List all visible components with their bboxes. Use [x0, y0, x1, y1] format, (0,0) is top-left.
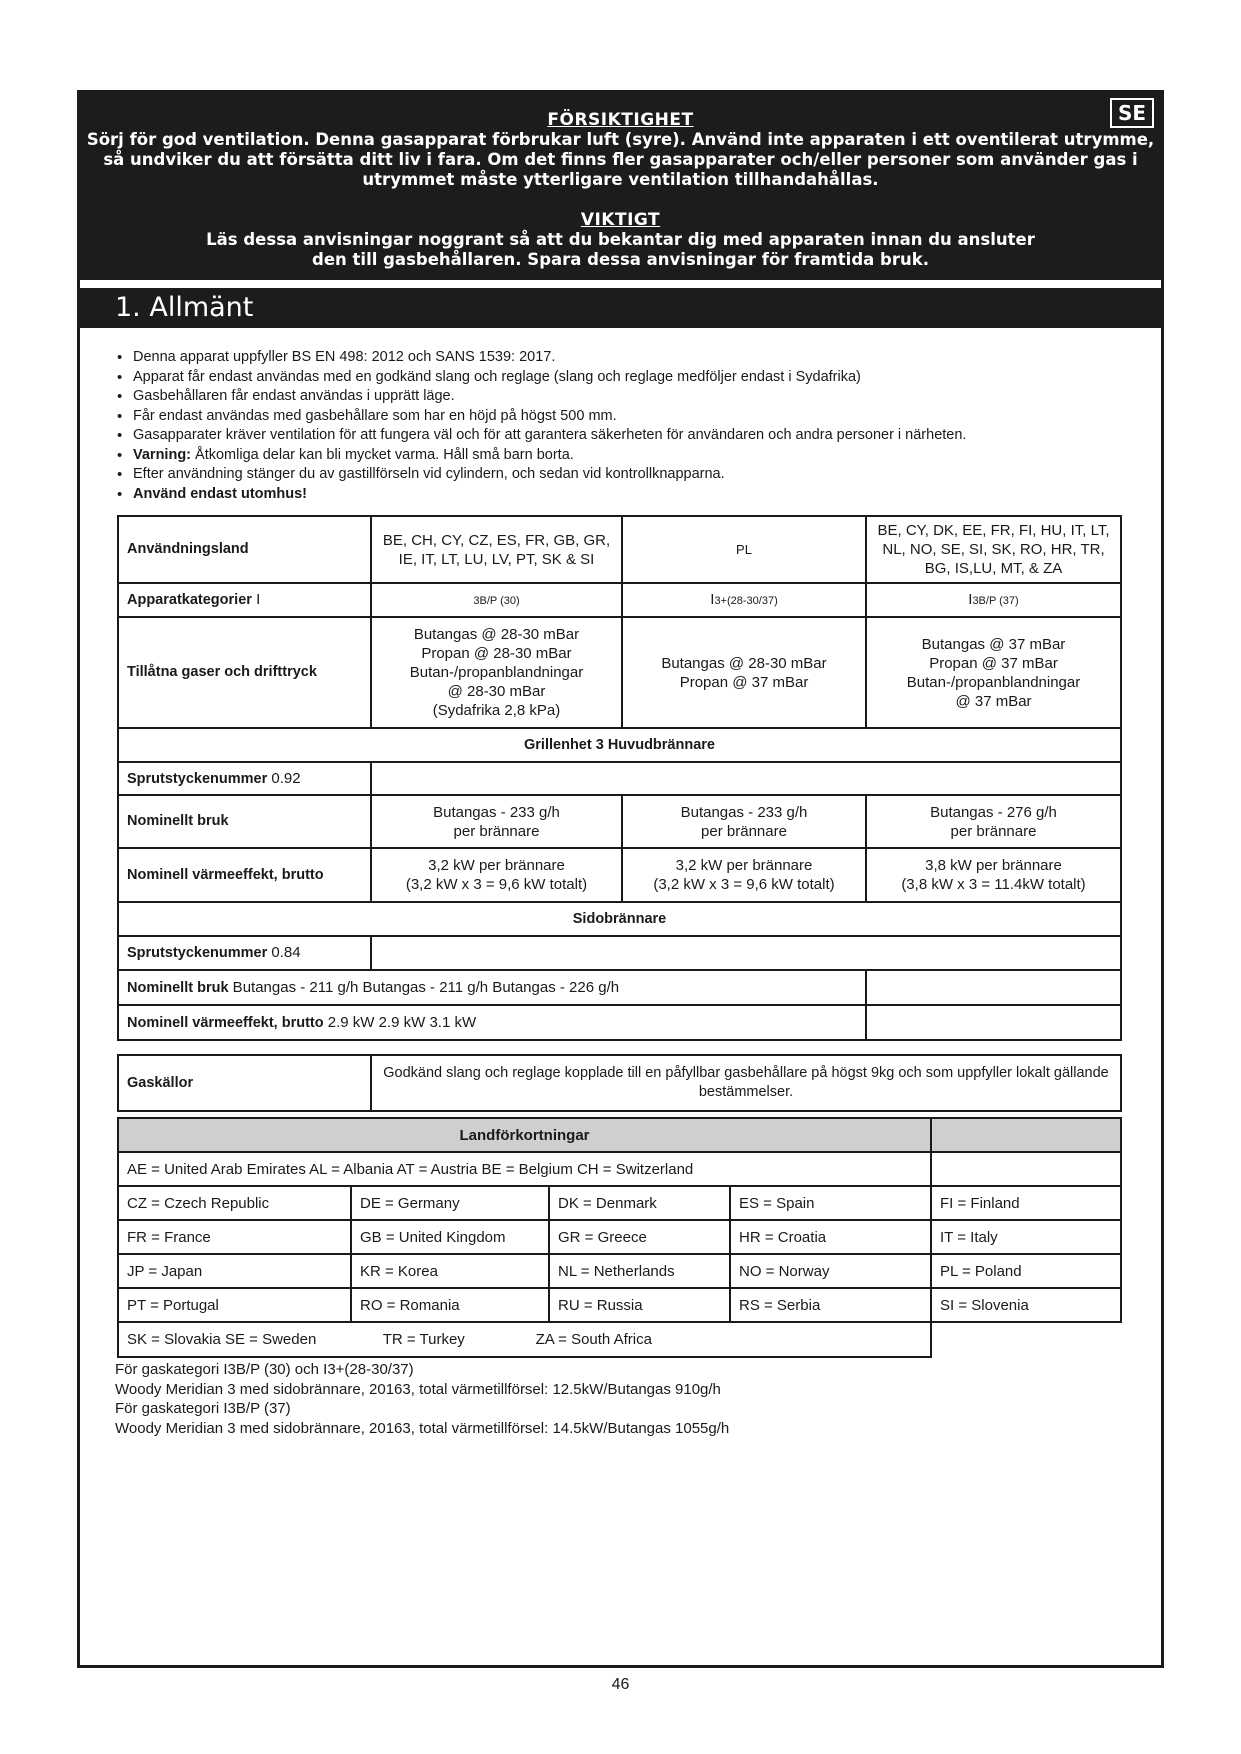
gas-cell: Butangas @ 28-30 mBar Propan @ 37 mBar	[622, 617, 866, 728]
side-burner-header: Sidobrännare	[118, 902, 1121, 936]
warning-box	[77, 90, 1164, 280]
table-row	[118, 617, 1121, 728]
country-code-cell: GR = Greece	[549, 1220, 730, 1254]
country-cell: BE, CH, CY, CZ, ES, FR, GB, GR, IE, IT, LT, LU, LV, PT, SK & SI	[371, 516, 622, 583]
empty-cell	[931, 1152, 1121, 1186]
table-row	[118, 795, 1121, 848]
empty-cell	[866, 970, 1121, 1005]
table-row	[118, 762, 1121, 795]
category-sub: 3B/P (30)	[473, 594, 520, 607]
country-code-cell: PL = Poland	[931, 1254, 1121, 1288]
country-code-cell: PT = Portugal	[118, 1288, 351, 1322]
caution-title: FÖRSIKTIGHET	[547, 110, 694, 130]
country-code-cell: ES = Spain	[730, 1186, 931, 1220]
category-cell	[371, 583, 622, 617]
table-row	[118, 848, 1121, 902]
main-burner-header: Grillenhet 3 Huvudbrännare	[118, 728, 1121, 762]
main-usage-cell: Butangas - 233 g/h per brännare	[371, 795, 622, 848]
country-code-cell: FR = France	[118, 1220, 351, 1254]
country-code-cell: HR = Croatia	[730, 1220, 931, 1254]
gas-cell: Butangas @ 28-30 mBar Propan @ 28-30 mBar Butan-/propanblandningar @ 28-30 mBar (Sydafrika 2,8 kPa)	[371, 617, 622, 728]
category-label-cell	[118, 583, 371, 617]
country-code-cell: IT = Italy	[931, 1220, 1121, 1254]
category-cell: I3+(28-30/37)	[622, 583, 866, 617]
bullet-item: • Gasbehållaren får endast användas i upprätt läge.	[115, 387, 1155, 407]
country-code-header: Landförkortningar	[118, 1118, 931, 1152]
table-row	[118, 1118, 1121, 1152]
country-code-cell: NL = Netherlands	[549, 1254, 730, 1288]
outdoor-text: Använd endast utomhus!	[133, 485, 308, 502]
note-line: För gaskategori I3B/P (37)	[115, 1400, 291, 1417]
country-code-cell: RU = Russia	[549, 1288, 730, 1322]
section-title: 1. Allmänt	[77, 288, 1164, 328]
empty-cell	[931, 1322, 1121, 1357]
main-usage-label: Nominellt bruk	[118, 795, 371, 848]
main-usage-cell: Butangas - 276 g/h per brännare	[866, 795, 1121, 848]
table-row	[118, 902, 1121, 936]
country-code-cell: KR = Korea	[351, 1254, 549, 1288]
main-injector-cell: Sprutstyckenummer 0.92	[118, 762, 371, 795]
bullet-item: • Efter användning stänger du av gastillförseln vid cylindern, och sedan vid kontrollknapparna.	[115, 465, 1155, 485]
table-row	[118, 516, 1121, 583]
table-row	[118, 583, 1121, 617]
gas-category-notes	[115, 1360, 729, 1438]
gas-source-label: Gaskällor	[118, 1055, 371, 1111]
bullet-item: • Apparat får endast användas med en godkänd slang och reglage (slang och reglage medföljer endast i Sydafrika)	[115, 368, 1155, 388]
country-code-cell: GB = United Kingdom	[351, 1220, 549, 1254]
country-code-cell: SK = Slovakia SE = Sweden TR = Turkey ZA = South Africa	[118, 1322, 931, 1357]
gas-source-text: Godkänd slang och reglage kopplade till en påfyllbar gasbehållare på högst 9kg och som uppfyller lokalt gällande bestämmelser.	[371, 1055, 1121, 1111]
note-line: Woody Meridian 3 med sidobrännare, 20163, total värmetillförsel: 14.5kW/Butangas 1055g/h	[115, 1419, 730, 1437]
bullet-item-warning	[115, 446, 1155, 466]
country-code-cell: FI = Finland	[931, 1186, 1121, 1220]
gas-source-table	[117, 1054, 1122, 1112]
bullet-item: • Denna apparat uppfyller BS EN 498: 2012 och SANS 1539: 2017.	[115, 348, 1155, 368]
country-code-cell: CZ = Czech Republic	[118, 1186, 351, 1220]
important-line: den till gasbehållaren. Spara dessa anvisningar för framtida bruk.	[312, 250, 929, 269]
gas-cell: Butangas @ 37 mBar Propan @ 37 mBar Butan-/propanblandningar @ 37 mBar	[866, 617, 1121, 728]
country-code-cell: DK = Denmark	[549, 1186, 730, 1220]
side-injector-cell: Sprutstyckenummer 0.84	[118, 936, 371, 970]
country-code-table	[117, 1117, 1122, 1358]
country-cell: PL	[622, 516, 866, 583]
header-empty-cell	[931, 1118, 1121, 1152]
table-row	[118, 1220, 1121, 1254]
main-heat-cell: 3,2 kW per brännare (3,2 kW x 3 = 9,6 kW totalt)	[371, 848, 622, 902]
note-line: Woody Meridian 3 med sidobrännare, 20163, total värmetillförsel: 12.5kW/Butangas 910g/h	[115, 1380, 721, 1398]
table-row	[118, 936, 1121, 970]
table-row	[118, 1152, 1121, 1186]
country-code-cell: DE = Germany	[351, 1186, 549, 1220]
spec-table	[117, 515, 1122, 1041]
language-badge: SE	[1110, 98, 1154, 128]
table-row	[118, 728, 1121, 762]
caution-line: utrymmet måste ytterligare ventilation tillhandahållas.	[362, 170, 879, 189]
main-heat-cell: 3,8 kW per brännare (3,8 kW x 3 = 11.4kW totalt)	[866, 848, 1121, 902]
warning-label: Varning:	[133, 446, 192, 463]
main-usage-cell: Butangas - 233 g/h per brännare	[622, 795, 866, 848]
caution-line: så undviker du att försätta ditt liv i fara. Om det finns fler gasapparater och/eller personer som använder gas i	[103, 150, 1138, 169]
country-code-cell: RO = Romania	[351, 1288, 549, 1322]
important-line: Läs dessa anvisningar noggrant så att du bekantar dig med apparaten innan du ansluter	[206, 230, 1035, 249]
gas-label: Tillåtna gaser och drifttryck	[118, 617, 371, 728]
country-code-cell: SI = Slovenia	[931, 1288, 1121, 1322]
warning-text: Åtkomliga delar kan bli mycket varma. Håll små barn borta.	[191, 446, 574, 463]
important-title: VIKTIGT	[580, 210, 661, 230]
bullet-item: • Gasapparater kräver ventilation för att fungera väl och för att garantera säkerheten för användaren och andra personer i närheten.	[115, 426, 1155, 446]
table-row	[118, 1288, 1121, 1322]
country-code-cell: NO = Norway	[730, 1254, 931, 1288]
main-heat-cell: 3,2 kW per brännare (3,2 kW x 3 = 9,6 kW totalt)	[622, 848, 866, 902]
page-number: 46	[611, 1676, 630, 1693]
country-code-cell: JP = Japan	[118, 1254, 351, 1288]
bullet-item-outdoor	[115, 485, 1155, 505]
table-row	[118, 1186, 1121, 1220]
category-sub: 3B/P (37)	[972, 594, 1019, 607]
country-label: Användningsland	[118, 516, 371, 583]
side-heat-cell: Nominell värmeeffekt, brutto 2.9 kW 2.9 kW 3.1 kW	[118, 1005, 866, 1040]
main-heat-label: Nominell värmeeffekt, brutto	[118, 848, 371, 902]
table-row	[118, 1322, 1121, 1357]
category-sub: 3+(28-30/37)	[714, 594, 778, 607]
country-cell: BE, CY, DK, EE, FR, FI, HU, IT, LT, NL, NO, SE, SI, SK, RO, HR, TR, BG, IS,LU, MT, & ZA	[866, 516, 1121, 583]
table-row	[118, 970, 1121, 1005]
category-label-suffix: I	[251, 591, 261, 608]
note-line: För gaskategori I3B/P (30) och I3+(28-30/37)	[115, 1361, 414, 1378]
table-row	[118, 1254, 1121, 1288]
empty-cell	[866, 1005, 1121, 1040]
table-row	[118, 1005, 1121, 1040]
category-label: Apparatkategorier	[127, 592, 252, 608]
category-cell: I3B/P (37)	[866, 583, 1121, 617]
caution-line: Sörj för god ventilation. Denna gasapparat förbrukar luft (syre). Använd inte apparaten i ett oventilerat utrymme,	[86, 130, 1155, 149]
country-code-cell: AE = United Arab Emirates AL = Albania AT = Austria BE = Belgium CH = Switzerland	[118, 1152, 931, 1186]
side-usage-cell: Nominellt bruk Butangas - 211 g/h Butangas - 211 g/h Butangas - 226 g/h	[118, 970, 866, 1005]
empty-cell	[371, 762, 1121, 795]
bullet-item: • Får endast användas med gasbehållare som har en höjd på högst 500 mm.	[115, 407, 1155, 427]
general-bullet-list	[115, 348, 1155, 504]
table-row	[118, 1055, 1121, 1111]
empty-cell	[371, 936, 1121, 970]
country-code-cell: RS = Serbia	[730, 1288, 931, 1322]
